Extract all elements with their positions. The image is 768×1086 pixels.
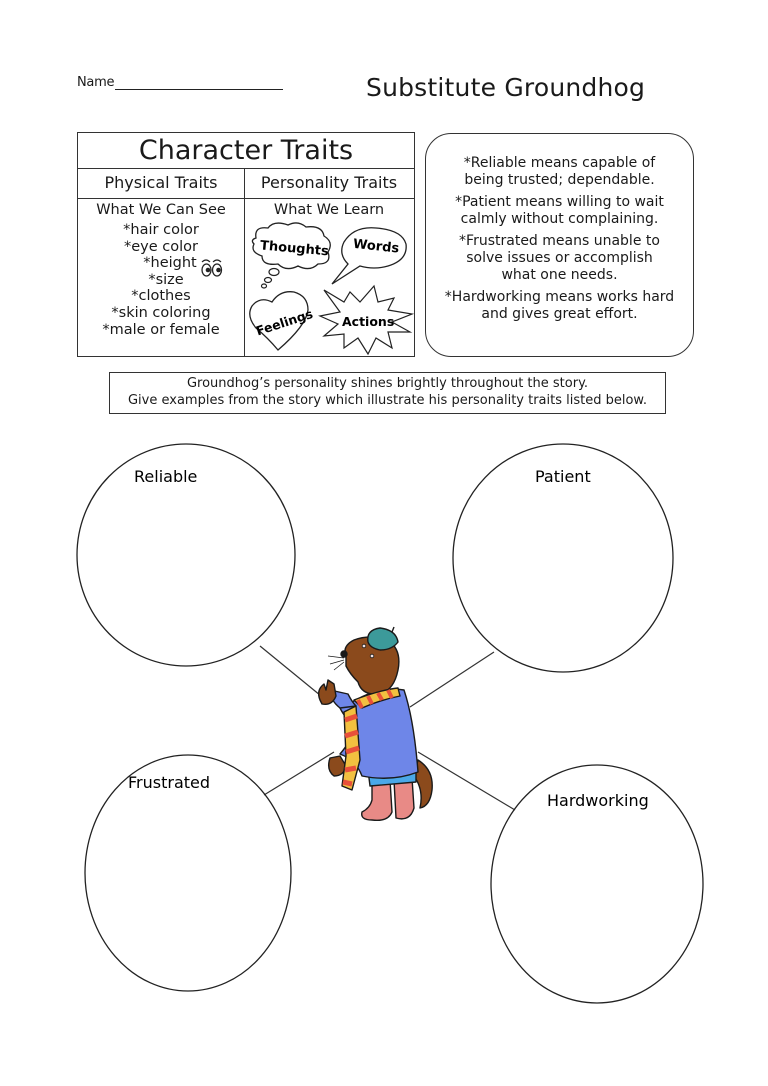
frustrated-label: Frustrated — [128, 773, 211, 792]
physical-traits-heading: Physical Traits — [78, 168, 245, 199]
table-title: Character Traits — [78, 133, 414, 169]
svg-text:Thoughts: Thoughts — [259, 238, 330, 260]
patient-label: Patient — [535, 467, 591, 486]
list-item: *height — [143, 255, 197, 272]
svg-text:Actions: Actions — [342, 314, 395, 329]
worksheet-title: Substitute Groundhog — [366, 73, 646, 102]
personality-traits-heading: Personality Traits — [244, 168, 414, 199]
instructions-line-2: Give examples from the story which illustrate his personality traits listed below. — [127, 393, 648, 408]
list-item: *skin coloring — [111, 304, 211, 321]
svg-text:Feelings: Feelings — [254, 306, 315, 339]
hardworking-label: Hardworking — [547, 791, 649, 810]
list-item: *hair color — [123, 222, 199, 238]
definition-frustrated: *Frustrated means unable to solve issues or accomplish what one needs. — [459, 233, 660, 283]
personality-caption: What We Learn — [273, 202, 385, 218]
definition-patient: *Patient means willing to wait calmly without complaining. — [455, 194, 664, 227]
definition-reliable: *Reliable means capable of being trusted; dependable. — [463, 155, 656, 188]
definition-hardworking: *Hardworking means works hard and gives great effort. — [444, 289, 675, 322]
physical-caption: What We Can See — [96, 202, 226, 218]
list-item: *male or female — [102, 321, 220, 338]
svg-text:Words: Words — [352, 236, 400, 257]
list-item: *size — [148, 271, 184, 288]
name-label: Name — [77, 75, 115, 90]
list-item: *eye color — [124, 238, 198, 255]
instructions-line-1: Groundhog’s personality shines brightly throughout the story. — [186, 376, 589, 391]
list-item: *clothes — [131, 288, 191, 305]
reliable-label: Reliable — [134, 467, 198, 486]
groundhog-icon — [319, 627, 433, 820]
